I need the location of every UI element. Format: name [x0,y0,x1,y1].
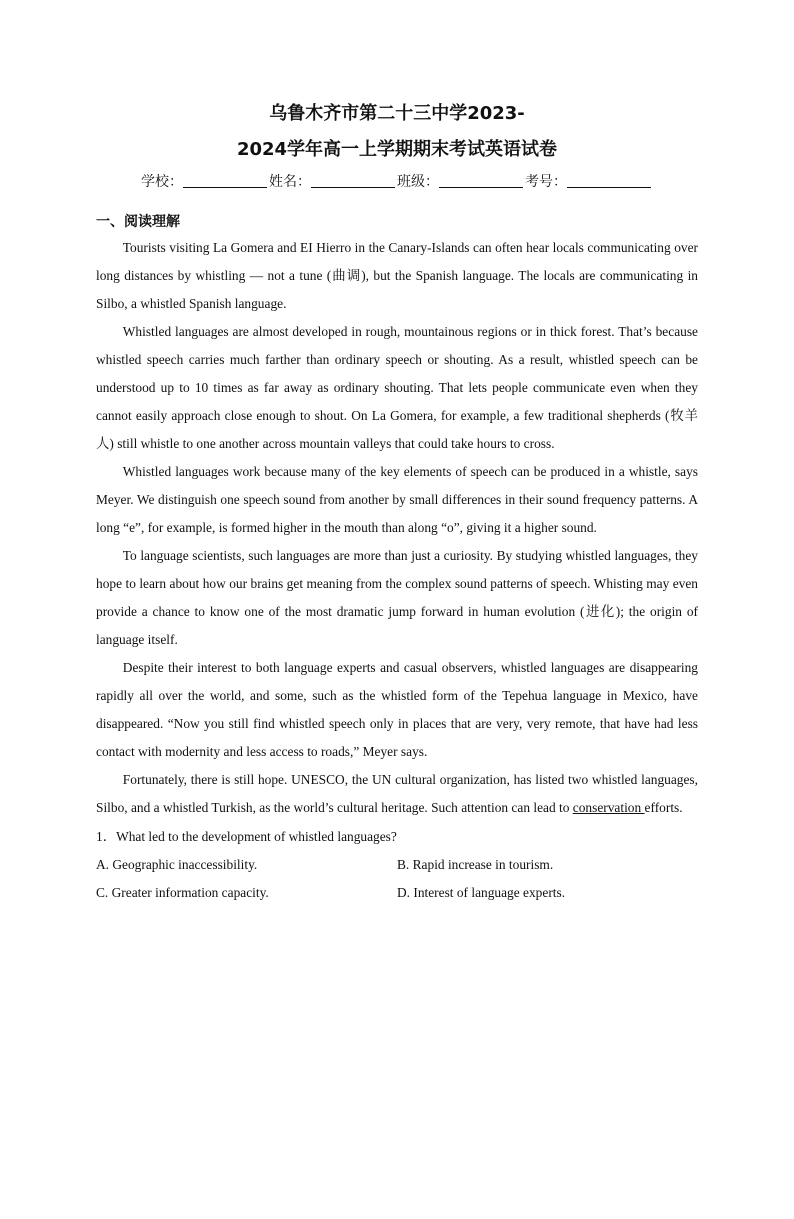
option-a[interactable]: A. Geographic inaccessibility. [96,857,258,872]
class-label: 班级： [397,174,439,190]
passage-paragraph-6 [96,766,698,822]
exam-page [0,96,794,1219]
passage-paragraph-5: Despite their interest to both language experts and casual observers, whistled languages are disappearing rapidly all over the world, and some, such as the whistled form of the Tepehua language in Mexico, have disappeared. “Now you still find whistled speech only in places that are very, very remote, that have had less contact with modernity and less access to roads,” Meyer says. [96,660,698,759]
name-blank[interactable] [311,173,395,188]
passage-paragraph-1: Tourists visiting La Gomera and EI Hierro in the Canary-Islands can often hear locals communicating over long distances by whistling — not a tune (曲调), but the Spanish language. The locals are communicating in Silbo, a whistled Spanish language. [96,240,698,311]
passage-paragraph-2: Whistled languages are almost developed in rough, mountainous regions or in thick forest. That’s because whistled speech carries much farther than ordinary speech or shouting. As a result, whistled speech can be understood up to 10 times as far away as ordinary shouting. That lets people communicate even when they cannot easily approach close enough to shout. On La Gomera, for example, a few traditional shepherds (牧羊人) still whistle to one another across mountain valleys that could take hours to cross. [96,324,698,451]
paragraph-6-end: efforts. [644,800,683,815]
exam-title-line2: 2024学年高一上学期期末考试英语试卷 [236,139,558,160]
option-b[interactable]: B. Rapid increase in tourism. [397,857,554,872]
school-blank[interactable] [183,173,267,188]
question-1-stem: 1．What led to the development of whistled languages? [96,829,397,844]
exam-title-line1: 乌鲁木齐市第二十三中学2023- [269,103,525,124]
class-blank[interactable] [439,173,523,188]
name-label: 姓名： [269,174,311,190]
section-title: 一、阅读理解 [96,214,180,230]
exam-number-label: 考号： [525,174,567,190]
exam-number-blank[interactable] [567,173,651,188]
student-info-line [96,170,698,194]
paragraph-6-text: Fortunately, there is still hope. UNESCO, the UN cultural organization, has listed two whistled languages, Silbo, and a whistled Turkish, as the world’s cultural heritage. Such attention can lead to [96,772,698,815]
option-c[interactable]: C. Greater information capacity. [96,885,269,900]
underlined-word: conservation [572,800,645,815]
passage-paragraph-3: Whistled languages work because many of the key elements of speech can be produced in a whistle, says Meyer. We distinguish one speech sound from another by small differences in their sound frequency patterns. A long “e”, for example, is formed higher in the mouth than along “o”, giving it a higher sound. [96,464,698,535]
option-d[interactable]: D. Interest of language experts. [397,885,566,900]
passage-paragraph-4: To language scientists, such languages are more than just a curiosity. By studying whistled languages, they hope to learn about how our brains get meaning from the complex sound patterns of speech. Whisting may even provide a chance to know one of the most dramatic jump forward in human evolution (进化); the origin of language itself. [96,548,698,647]
school-label: 学校： [141,174,183,190]
question-1-options [96,851,698,907]
